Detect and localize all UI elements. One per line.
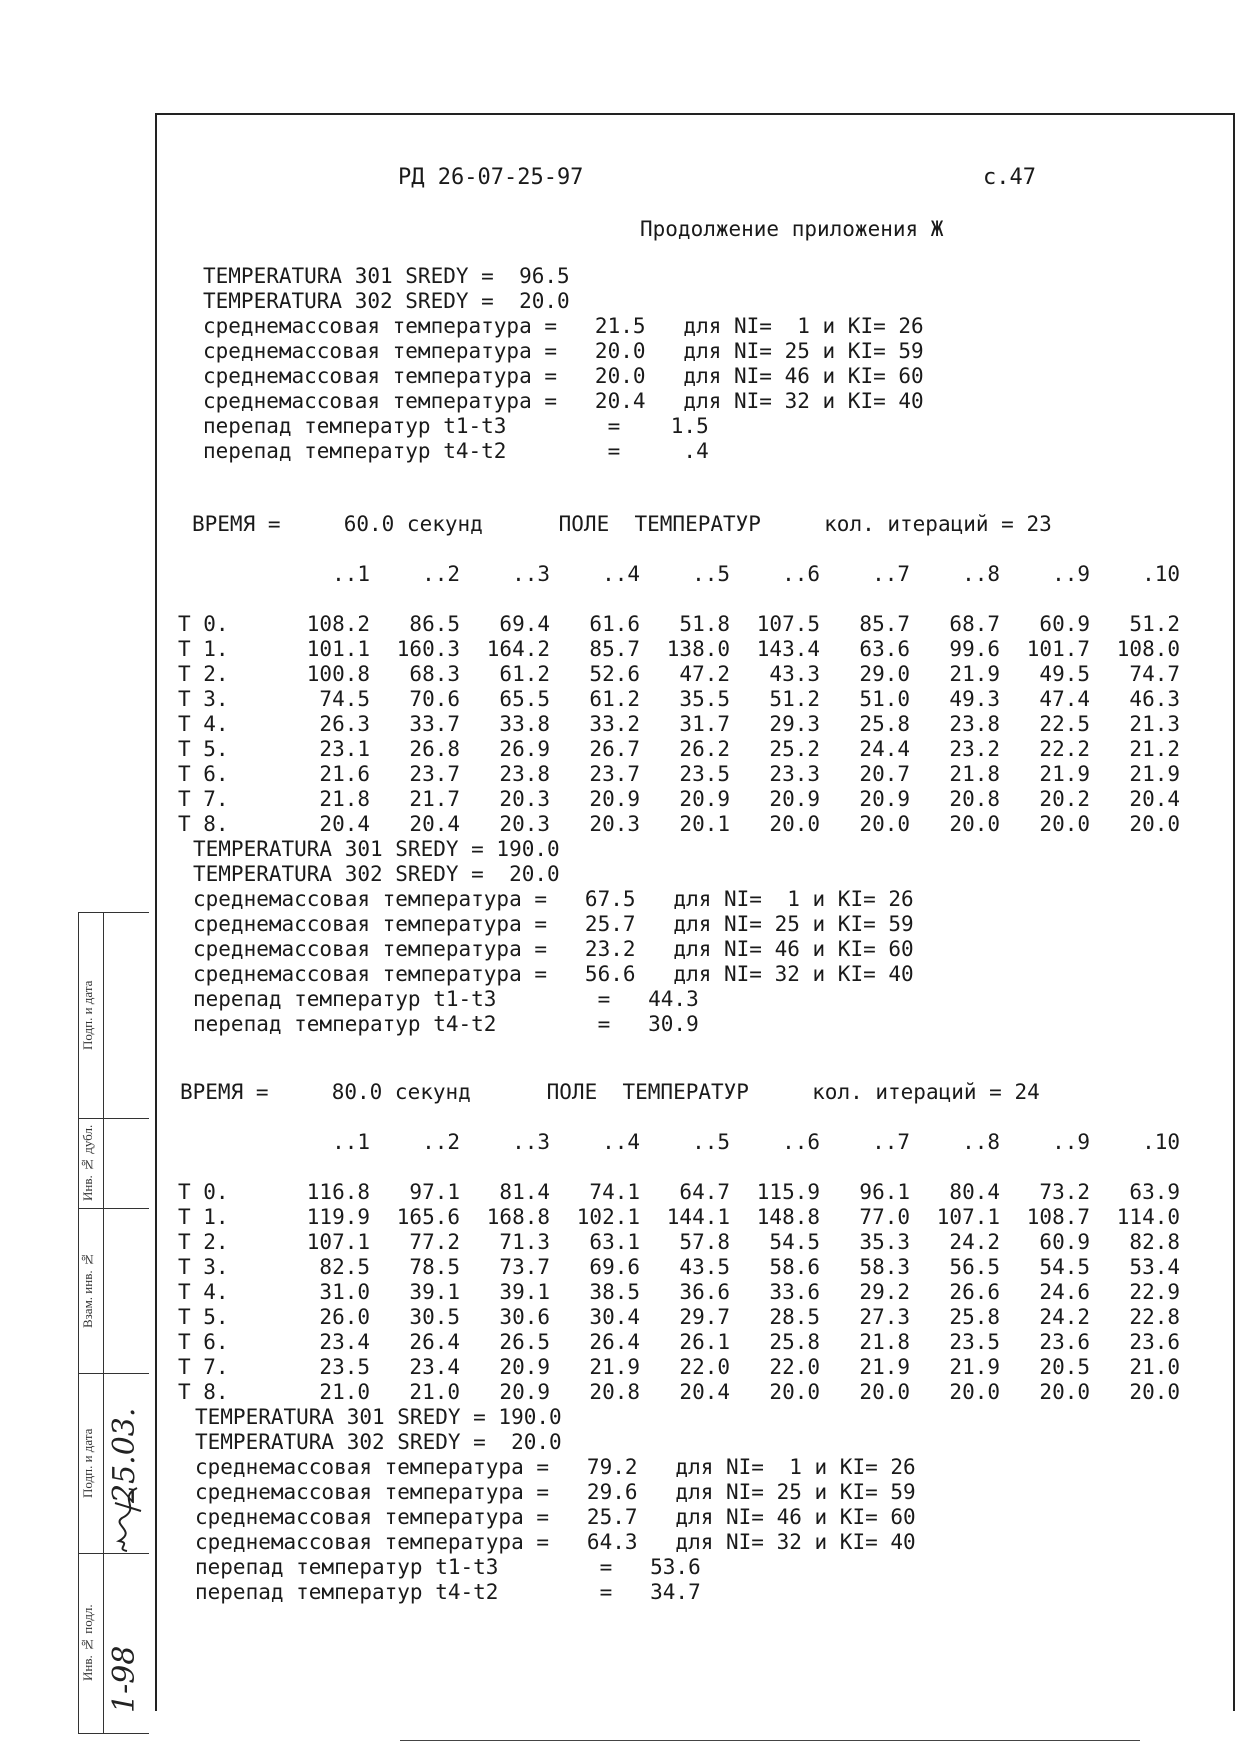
row-label: T 6. (178, 1330, 229, 1354)
table-cell: 47.4 (1039, 687, 1090, 711)
table-cell: 20.2 (1039, 787, 1090, 811)
column-header: ..3 (512, 1130, 550, 1154)
row-label: T 1. (178, 1205, 229, 1229)
table-cell: 21.8 (319, 787, 370, 811)
row-label: T 2. (178, 1230, 229, 1254)
table-cell: 26.1 (679, 1330, 730, 1354)
handwritten-signature (107, 1483, 147, 1553)
table-cell: 20.9 (499, 1380, 550, 1404)
table-cell: 23.4 (319, 1330, 370, 1354)
table-cell: 85.7 (589, 637, 640, 661)
table-cell: 21.8 (859, 1330, 910, 1354)
table-cell: 138.0 (666, 637, 730, 661)
table-cell: 20.5 (1039, 1355, 1090, 1379)
table-cell: 33.6 (769, 1280, 820, 1304)
table-cell: 57.8 (679, 1230, 730, 1254)
table-cell: 81.4 (499, 1180, 550, 1204)
column-header: ..2 (422, 1130, 460, 1154)
block-title-line: ВРЕМЯ = 80.0 секунд ПОЛЕ ТЕМПЕРАТУР кол. итераций = 24 (180, 1080, 1040, 1104)
table-cell: 97.1 (409, 1180, 460, 1204)
summary-line: перепад температур t1-t3 = 1.5 (203, 414, 709, 438)
summary-line: TEMPERATURA 301 SREDY = 96.5 (203, 264, 570, 288)
table-cell: 31.7 (679, 712, 730, 736)
table-cell: 107.1 (936, 1205, 1000, 1229)
table-cell: 61.6 (589, 612, 640, 636)
table-cell: 164.2 (486, 637, 550, 661)
table-cell: 39.1 (499, 1280, 550, 1304)
table-cell: 73.2 (1039, 1180, 1090, 1204)
stamp-label-signature-date-2: Подп. и дата (80, 1428, 95, 1498)
table-cell: 20.4 (1129, 787, 1180, 811)
table-cell: 20.8 (589, 1380, 640, 1404)
table-cell: 20.9 (499, 1355, 550, 1379)
table-cell: 21.9 (589, 1355, 640, 1379)
table-cell: 168.8 (486, 1205, 550, 1229)
table-cell: 20.0 (1129, 1380, 1180, 1404)
table-cell: 54.5 (1039, 1255, 1090, 1279)
table-cell: 26.5 (499, 1330, 550, 1354)
frame-bottom-border (400, 1740, 1140, 1741)
table-cell: 31.0 (319, 1280, 370, 1304)
block-title-line: ВРЕМЯ = 60.0 секунд ПОЛЕ ТЕМПЕРАТУР кол. итераций = 23 (192, 512, 1052, 536)
table-cell: 21.9 (859, 1355, 910, 1379)
row-label: T 7. (178, 787, 229, 811)
table-cell: 20.3 (589, 812, 640, 836)
table-cell: 119.9 (306, 1205, 370, 1229)
table-cell: 21.0 (409, 1380, 460, 1404)
summary-line: перепад температур t4-t2 = .4 (203, 439, 709, 463)
summary-line: среднемассовая температура = 20.0 для NI= 46 и KI= 60 (203, 364, 924, 388)
table-cell: 22.9 (1129, 1280, 1180, 1304)
table-cell: 33.8 (499, 712, 550, 736)
table-cell: 51.0 (859, 687, 910, 711)
stamp-label-replace-inv: Взам. инв. № (80, 1252, 95, 1329)
table-cell: 21.9 (949, 662, 1000, 686)
row-label: T 0. (178, 1180, 229, 1204)
table-cell: 20.4 (679, 1380, 730, 1404)
summary-line: среднемассовая температура = 67.5 для NI= 1 и KI= 26 (193, 887, 914, 911)
table-cell: 23.6 (1129, 1330, 1180, 1354)
table-cell: 20.0 (1039, 1380, 1090, 1404)
table-cell: 24.4 (859, 737, 910, 761)
table-cell: 20.0 (1129, 812, 1180, 836)
doc-code: РД 26-07-25-97 (398, 165, 584, 190)
summary-line: среднемассовая температура = 29.6 для NI= 25 и KI= 59 (195, 1480, 916, 1504)
table-cell: 143.4 (756, 637, 820, 661)
summary-line: TEMPERATURA 302 SREDY = 20.0 (195, 1430, 562, 1454)
table-cell: 108.0 (1116, 637, 1180, 661)
column-header: ..4 (602, 562, 640, 586)
summary-line: перепад температур t4-t2 = 34.7 (195, 1580, 701, 1604)
table-cell: 64.7 (679, 1180, 730, 1204)
table-cell: 39.1 (409, 1280, 460, 1304)
table-cell: 100.8 (306, 662, 370, 686)
row-label: T 3. (178, 687, 229, 711)
summary-line: среднемассовая температура = 64.3 для NI= 32 и KI= 40 (195, 1530, 916, 1554)
table-cell: 68.7 (949, 612, 1000, 636)
table-cell: 33.2 (589, 712, 640, 736)
table-cell: 74.1 (589, 1180, 640, 1204)
table-cell: 21.9 (1039, 762, 1090, 786)
table-cell: 25.8 (769, 1330, 820, 1354)
table-cell: 82.8 (1129, 1230, 1180, 1254)
table-cell: 47.2 (679, 662, 730, 686)
table-cell: 60.9 (1039, 612, 1090, 636)
table-cell: 69.6 (589, 1255, 640, 1279)
table-cell: 23.4 (409, 1355, 460, 1379)
table-cell: 23.2 (949, 737, 1000, 761)
table-cell: 82.5 (319, 1255, 370, 1279)
table-cell: 74.7 (1129, 662, 1180, 686)
table-cell: 115.9 (756, 1180, 820, 1204)
table-cell: 26.0 (319, 1305, 370, 1329)
table-cell: 107.5 (756, 612, 820, 636)
page-number: с.47 (983, 165, 1036, 190)
table-cell: 20.4 (319, 812, 370, 836)
column-header: ..6 (782, 1130, 820, 1154)
row-label: T 5. (178, 737, 229, 761)
table-cell: 78.5 (409, 1255, 460, 1279)
table-cell: 20.3 (499, 787, 550, 811)
table-cell: 70.6 (409, 687, 460, 711)
table-cell: 33.7 (409, 712, 460, 736)
table-cell: 73.7 (499, 1255, 550, 1279)
column-header: ..1 (332, 562, 370, 586)
table-cell: 20.0 (1039, 812, 1090, 836)
table-cell: 23.8 (949, 712, 1000, 736)
column-header: ..2 (422, 562, 460, 586)
table-cell: 101.1 (306, 637, 370, 661)
row-label: T 5. (178, 1305, 229, 1329)
table-cell: 74.5 (319, 687, 370, 711)
table-cell: 26.9 (499, 737, 550, 761)
summary-line: среднемассовая температура = 25.7 для NI= 25 и KI= 59 (193, 912, 914, 936)
table-cell: 26.8 (409, 737, 460, 761)
table-cell: 22.2 (1039, 737, 1090, 761)
table-cell: 22.5 (1039, 712, 1090, 736)
table-cell: 20.1 (679, 812, 730, 836)
column-header: ..5 (692, 1130, 730, 1154)
table-cell: 26.6 (949, 1280, 1000, 1304)
table-cell: 86.5 (409, 612, 460, 636)
row-label: T 8. (178, 1380, 229, 1404)
table-cell: 46.3 (1129, 687, 1180, 711)
summary-line: перепад температур t1-t3 = 44.3 (193, 987, 699, 1011)
table-cell: 26.3 (319, 712, 370, 736)
table-cell: 25.2 (769, 737, 820, 761)
table-cell: 21.2 (1129, 737, 1180, 761)
table-cell: 63.1 (589, 1230, 640, 1254)
table-cell: 69.4 (499, 612, 550, 636)
table-cell: 20.9 (679, 787, 730, 811)
stamp-label-signature-date: Подп. и дата (80, 980, 95, 1051)
row-label: T 4. (178, 1280, 229, 1304)
stamp-label-dup-inv: Инв. № дубл. (80, 1124, 95, 1202)
table-cell: 20.0 (859, 812, 910, 836)
table-cell: 21.0 (319, 1380, 370, 1404)
summary-line: перепад температур t1-t3 = 53.6 (195, 1555, 701, 1579)
handwritten-date: 25.03. (107, 1407, 142, 1503)
table-cell: 20.0 (949, 812, 1000, 836)
summary-line: перепад температур t4-t2 = 30.9 (193, 1012, 699, 1036)
table-cell: 65.5 (499, 687, 550, 711)
table-cell: 23.5 (319, 1355, 370, 1379)
table-cell: 20.0 (769, 1380, 820, 1404)
document-stamp (78, 912, 149, 1734)
table-cell: 63.9 (1129, 1180, 1180, 1204)
table-cell: 27.3 (859, 1305, 910, 1329)
stamp-divider (103, 913, 104, 1733)
column-header: ..9 (1052, 562, 1090, 586)
table-cell: 26.4 (409, 1330, 460, 1354)
table-cell: 23.7 (589, 762, 640, 786)
table-cell: 20.9 (859, 787, 910, 811)
summary-line: среднемассовая температура = 20.4 для NI= 32 и KI= 40 (203, 389, 924, 413)
summary-line: среднемассовая температура = 56.6 для NI= 32 и KI= 40 (193, 962, 914, 986)
table-cell: 49.5 (1039, 662, 1090, 686)
table-cell: 53.4 (1129, 1255, 1180, 1279)
table-cell: 30.5 (409, 1305, 460, 1329)
table-cell: 71.3 (499, 1230, 550, 1254)
table-cell: 35.5 (679, 687, 730, 711)
table-cell: 56.5 (949, 1255, 1000, 1279)
table-cell: 30.4 (589, 1305, 640, 1329)
row-label: T 3. (178, 1255, 229, 1279)
table-cell: 26.2 (679, 737, 730, 761)
column-header: ..8 (962, 1130, 1000, 1154)
table-cell: 20.3 (499, 812, 550, 836)
table-cell: 20.0 (859, 1380, 910, 1404)
table-cell: 21.8 (949, 762, 1000, 786)
summary-line: TEMPERATURA 301 SREDY = 190.0 (193, 837, 560, 861)
table-cell: 20.9 (769, 787, 820, 811)
table-cell: 144.1 (666, 1205, 730, 1229)
column-header: ..6 (782, 562, 820, 586)
table-cell: 29.0 (859, 662, 910, 686)
table-cell: 23.1 (319, 737, 370, 761)
row-label: T 0. (178, 612, 229, 636)
table-cell: 43.5 (679, 1255, 730, 1279)
row-label: T 8. (178, 812, 229, 836)
table-cell: 20.8 (949, 787, 1000, 811)
table-cell: 22.0 (679, 1355, 730, 1379)
table-cell: 99.6 (949, 637, 1000, 661)
table-cell: 85.7 (859, 612, 910, 636)
column-header: ..9 (1052, 1130, 1090, 1154)
table-cell: 38.5 (589, 1280, 640, 1304)
continuation-note: Продолжение приложения Ж (640, 217, 944, 241)
table-cell: 24.2 (949, 1230, 1000, 1254)
table-cell: 58.3 (859, 1255, 910, 1279)
table-cell: 24.2 (1039, 1305, 1090, 1329)
column-header: ..1 (332, 1130, 370, 1154)
table-cell: 68.3 (409, 662, 460, 686)
table-cell: 20.0 (949, 1380, 1000, 1404)
column-header: .10 (1142, 562, 1180, 586)
table-cell: 43.3 (769, 662, 820, 686)
table-cell: 22.8 (1129, 1305, 1180, 1329)
column-header: ..5 (692, 562, 730, 586)
table-cell: 102.1 (576, 1205, 640, 1229)
handwritten-inv-number: 1-98 (107, 1645, 142, 1713)
table-cell: 25.8 (859, 712, 910, 736)
column-header: ..8 (962, 562, 1000, 586)
table-cell: 148.8 (756, 1205, 820, 1229)
table-cell: 20.7 (859, 762, 910, 786)
summary-line: TEMPERATURA 302 SREDY = 20.0 (203, 289, 570, 313)
table-cell: 24.6 (1039, 1280, 1090, 1304)
row-label: T 1. (178, 637, 229, 661)
table-cell: 58.6 (769, 1255, 820, 1279)
stamp-row-divider (79, 1208, 149, 1209)
column-header: .10 (1142, 1130, 1180, 1154)
frame-right-border (1233, 113, 1235, 1711)
table-cell: 25.8 (949, 1305, 1000, 1329)
column-header: ..7 (872, 562, 910, 586)
table-cell: 23.7 (409, 762, 460, 786)
stamp-label-orig-inv: Инв. № подл. (80, 1604, 95, 1682)
row-label: T 4. (178, 712, 229, 736)
table-cell: 54.5 (769, 1230, 820, 1254)
table-cell: 77.0 (859, 1205, 910, 1229)
table-cell: 21.9 (1129, 762, 1180, 786)
table-cell: 29.3 (769, 712, 820, 736)
table-cell: 51.2 (1129, 612, 1180, 636)
summary-line: среднемассовая температура = 79.2 для NI= 1 и KI= 26 (195, 1455, 916, 1479)
table-cell: 108.2 (306, 612, 370, 636)
summary-line: среднемассовая температура = 20.0 для NI= 25 и KI= 59 (203, 339, 924, 363)
column-header: ..3 (512, 562, 550, 586)
row-label: T 6. (178, 762, 229, 786)
table-cell: 29.7 (679, 1305, 730, 1329)
table-cell: 22.0 (769, 1355, 820, 1379)
stamp-row-divider (79, 1553, 149, 1554)
table-cell: 116.8 (306, 1180, 370, 1204)
table-cell: 21.6 (319, 762, 370, 786)
table-cell: 36.6 (679, 1280, 730, 1304)
table-cell: 77.2 (409, 1230, 460, 1254)
table-cell: 21.9 (949, 1355, 1000, 1379)
table-cell: 108.7 (1026, 1205, 1090, 1229)
summary-line: среднемассовая температура = 23.2 для NI= 46 и KI= 60 (193, 937, 914, 961)
row-label: T 2. (178, 662, 229, 686)
table-cell: 21.7 (409, 787, 460, 811)
table-cell: 30.6 (499, 1305, 550, 1329)
stamp-row-divider (79, 1373, 149, 1374)
table-cell: 26.4 (589, 1330, 640, 1354)
table-cell: 23.6 (1039, 1330, 1090, 1354)
table-cell: 35.3 (859, 1230, 910, 1254)
table-cell: 23.5 (949, 1330, 1000, 1354)
table-cell: 21.0 (1129, 1355, 1180, 1379)
table-cell: 23.3 (769, 762, 820, 786)
table-cell: 51.2 (769, 687, 820, 711)
table-cell: 160.3 (396, 637, 460, 661)
table-cell: 51.8 (679, 612, 730, 636)
table-cell: 60.9 (1039, 1230, 1090, 1254)
table-cell: 114.0 (1116, 1205, 1180, 1229)
table-cell: 165.6 (396, 1205, 460, 1229)
table-cell: 52.6 (589, 662, 640, 686)
table-cell: 96.1 (859, 1180, 910, 1204)
table-cell: 49.3 (949, 687, 1000, 711)
frame-left-border (155, 113, 157, 1711)
frame-top-border (155, 113, 1235, 115)
summary-line: среднемассовая температура = 25.7 для NI= 46 и KI= 60 (195, 1505, 916, 1529)
table-cell: 20.0 (769, 812, 820, 836)
column-header: ..7 (872, 1130, 910, 1154)
row-label: T 7. (178, 1355, 229, 1379)
table-cell: 20.9 (589, 787, 640, 811)
table-cell: 23.8 (499, 762, 550, 786)
table-cell: 63.6 (859, 637, 910, 661)
table-cell: 20.4 (409, 812, 460, 836)
table-cell: 21.3 (1129, 712, 1180, 736)
table-cell: 61.2 (499, 662, 550, 686)
table-cell: 29.2 (859, 1280, 910, 1304)
table-cell: 61.2 (589, 687, 640, 711)
column-header: ..4 (602, 1130, 640, 1154)
summary-line: TEMPERATURA 302 SREDY = 20.0 (193, 862, 560, 886)
table-cell: 80.4 (949, 1180, 1000, 1204)
table-cell: 107.1 (306, 1230, 370, 1254)
summary-line: среднемассовая температура = 21.5 для NI= 1 и KI= 26 (203, 314, 924, 338)
table-cell: 23.5 (679, 762, 730, 786)
table-cell: 26.7 (589, 737, 640, 761)
stamp-row-divider (79, 1118, 149, 1119)
table-cell: 28.5 (769, 1305, 820, 1329)
table-cell: 101.7 (1026, 637, 1090, 661)
summary-line: TEMPERATURA 301 SREDY = 190.0 (195, 1405, 562, 1429)
